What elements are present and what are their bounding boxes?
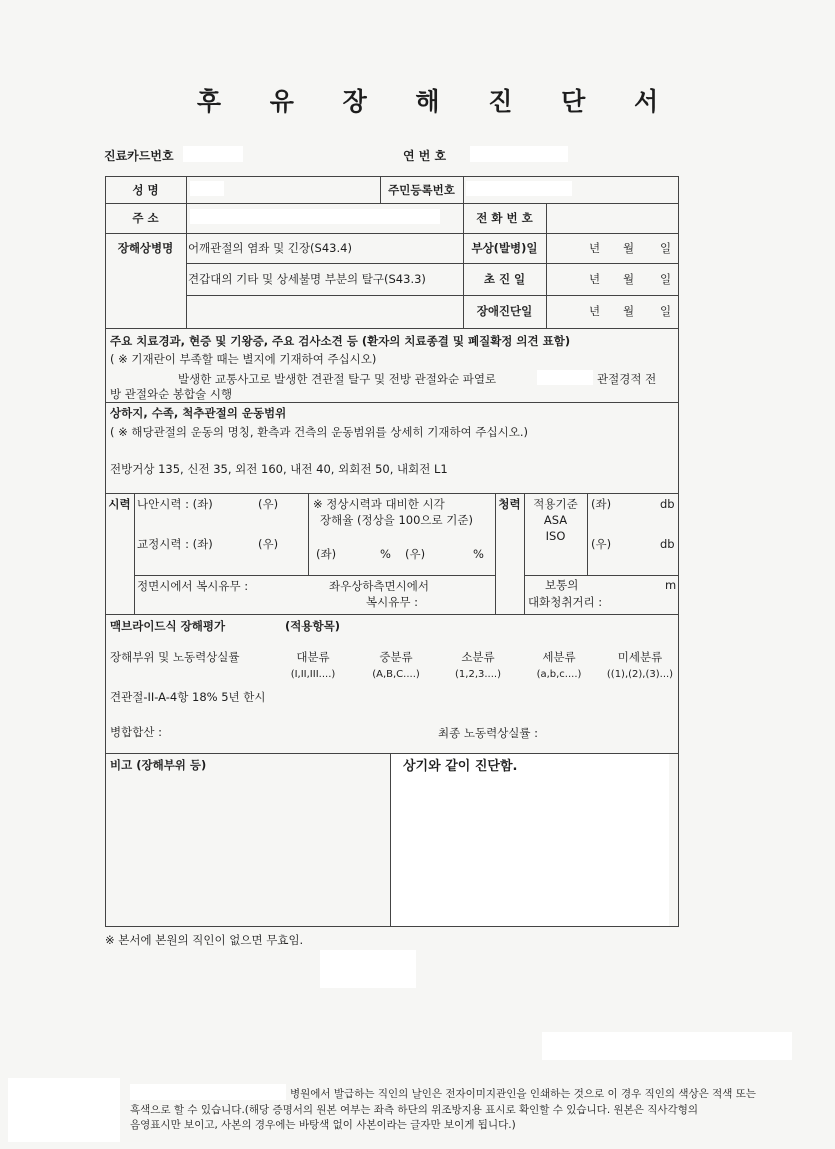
col-line: [524, 493, 525, 614]
name-label: 성 명: [132, 183, 159, 197]
treatment-body-1a: 발생한 교통사고로 발생한 견관절 탈구 및 전방 관절와순 파열로: [178, 372, 497, 386]
double-front: 정면시에서 복시유무 :: [137, 579, 249, 593]
rom-note: ( ※ 해당관절의 운동의 명칭, 환측과 건측의 운동범위를 상세히 기재하여 주십시오.): [110, 425, 528, 439]
mcbride-combined: 병합합산 :: [110, 725, 162, 739]
hearing-label: 청력: [498, 497, 521, 511]
treatment-redaction: [537, 370, 593, 385]
mcbride-col-sub: ((1),(2),(3)...): [606, 669, 674, 680]
mcbride-col-name: 세분류: [542, 650, 576, 664]
confirm-text: 상기와 같이 진단함.: [403, 759, 518, 774]
stamp-area: [391, 754, 669, 926]
row-line: [105, 203, 679, 204]
col-line: [463, 176, 464, 203]
mcbride-col-name: 소분류: [461, 650, 495, 664]
naked-vision-right: (우): [258, 497, 279, 511]
mcbride-result: 견관절-II-A-4항 18% 5년 한시: [110, 690, 266, 704]
serial-number-label: 연 번 호: [403, 149, 447, 163]
col-line: [134, 493, 135, 614]
redaction-block: [130, 1084, 286, 1100]
address-redaction: [190, 209, 440, 224]
col-line: [587, 493, 588, 575]
redaction-block: [8, 1078, 120, 1142]
rom-heading: 상하지, 수족, 척추관절의 운동범위: [110, 406, 287, 420]
vision-right-pct: (우): [405, 547, 426, 561]
phone-label: 전 화 번 호: [476, 211, 533, 225]
serial-number-redaction: [470, 146, 568, 162]
redaction-block: [320, 950, 416, 988]
vision-compare-1: ※ 정상시력과 대비한 시각: [313, 497, 445, 511]
mcbride-col-sub: (a,b,c....): [536, 669, 582, 680]
hearing-standard-3: ISO: [545, 529, 566, 543]
vision-compare-2: 장해율 (정상을 100으로 기준): [320, 513, 473, 527]
col-line: [308, 493, 309, 575]
mcbride-col-name: 대분류: [296, 650, 330, 664]
seal-note: ※ 본서에 본원의 직인이 없으면 무효임.: [105, 933, 304, 947]
corrected-vision-right: (우): [258, 537, 279, 551]
row-line: [186, 263, 679, 264]
hearing-standard-1: 적용기준: [533, 497, 578, 511]
remarks-label: 비고 (장해부위 등): [110, 758, 207, 772]
name-redaction: [190, 181, 224, 196]
footer-line-1: 병원에서 발급하는 직인의 날인은 전자이미지관인을 인쇄하는 것으로 이 경우 직인의 색상은 적색 또는: [290, 1088, 757, 1100]
mcbride-applied: (적용항목): [285, 619, 340, 633]
disability-date-label: 장애진단일: [476, 304, 533, 318]
month-unit: 월: [623, 304, 635, 318]
day-unit: 일: [660, 241, 672, 255]
month-unit: 월: [623, 272, 635, 286]
mcbride-col-sub: (1,2,3....): [455, 669, 501, 680]
first-visit-label: 초 진 일: [483, 272, 526, 286]
treatment-heading: 주요 치료경과, 현증 및 기왕증, 주요 검사소견 등 (환자의 치료종결 및 폐질확정 의견 표함): [110, 334, 571, 348]
mcbride-row-label: 장해부위 및 노동력상실률: [110, 650, 240, 664]
row-line: [105, 233, 679, 234]
rrn-redaction: [466, 181, 572, 196]
naked-vision: 나안시력 : (좌): [137, 497, 213, 511]
card-number-label: 진료카드번호: [104, 149, 174, 163]
row-line: [186, 295, 679, 296]
distance-1: 보통의: [545, 578, 579, 592]
redaction-block: [542, 1032, 792, 1060]
m-unit: m: [665, 578, 677, 592]
mcbride-heading: 맥브라이드식 장해평가: [110, 619, 226, 633]
diagnosis-1: 어깨관절의 염좌 및 긴장(S43.4): [188, 241, 352, 255]
hearing-left: (좌): [591, 497, 612, 511]
distance-2: 대화청취거리 :: [528, 595, 603, 609]
vision-left-pct: (좌): [316, 547, 337, 561]
corrected-vision: 교정시력 : (좌): [137, 537, 213, 551]
col-line: [495, 493, 496, 614]
mcbride-col-sub: (I,II,III....): [290, 669, 336, 680]
injury-date-label: 부상(발병)일: [471, 241, 538, 255]
db-unit: db: [660, 537, 675, 551]
address-label: 주 소: [132, 211, 159, 225]
footer-line-2: 흑색으로 할 수 있습니다.(해당 증명서의 원본 여부는 좌측 하단의 위조방지용 표시로 확인할 수 있습니다. 원본은 직사각형의: [130, 1104, 698, 1116]
card-number-redaction: [183, 146, 243, 162]
treatment-body-1b: 관절경적 전: [597, 372, 657, 386]
document-title: 후 유 장 해 진 단 서: [196, 87, 679, 116]
footer-line-3: 음영표시만 보이고, 사본의 경우에는 바탕색 없이 사본이라는 글자만 보이게 됩니다.): [130, 1119, 516, 1131]
month-unit: 월: [623, 241, 635, 255]
day-unit: 일: [660, 272, 672, 286]
day-unit: 일: [660, 304, 672, 318]
injury-label: 장해상병명: [117, 241, 174, 255]
hearing-right: (우): [591, 537, 612, 551]
mcbride-col-sub: (A,B,C....): [372, 669, 420, 680]
mcbride-col-name: 미세분류: [617, 650, 663, 664]
row-line: [105, 402, 679, 403]
pct-unit: %: [380, 547, 391, 561]
rrn-label: 주민등록번호: [388, 183, 455, 197]
diagnosis-2: 견갑대의 기타 및 상세불명 부분의 탈구(S43.3): [188, 272, 426, 286]
year-unit: 년: [589, 272, 601, 286]
year-unit: 년: [589, 304, 601, 318]
row-line: [524, 575, 679, 576]
hearing-standard-2: ASA: [543, 513, 568, 527]
rom-body: 전방거상 135, 신전 35, 외전 160, 내전 40, 외회전 50, 내회전 L1: [110, 462, 448, 476]
row-line: [105, 493, 679, 494]
pct-unit: %: [473, 547, 484, 561]
mcbride-col-name: 중분류: [379, 650, 413, 664]
col-line: [546, 203, 547, 328]
year-unit: 년: [589, 241, 601, 255]
treatment-note: ( ※ 기재란이 부족할 때는 별지에 기재하여 주십시오): [110, 352, 377, 366]
double-side-1: 좌우상하측면시에서: [329, 579, 429, 593]
row-line: [105, 614, 679, 615]
mcbride-final: 최종 노동력상실률 :: [438, 726, 539, 740]
row-line: [105, 328, 679, 329]
treatment-body-2: 방 관절와순 봉합술 시행: [110, 387, 233, 401]
db-unit: db: [660, 497, 675, 511]
vision-label: 시력: [108, 497, 131, 511]
double-side-2: 복시유무 :: [366, 595, 418, 609]
row-line: [134, 575, 495, 576]
col-line: [186, 176, 187, 328]
